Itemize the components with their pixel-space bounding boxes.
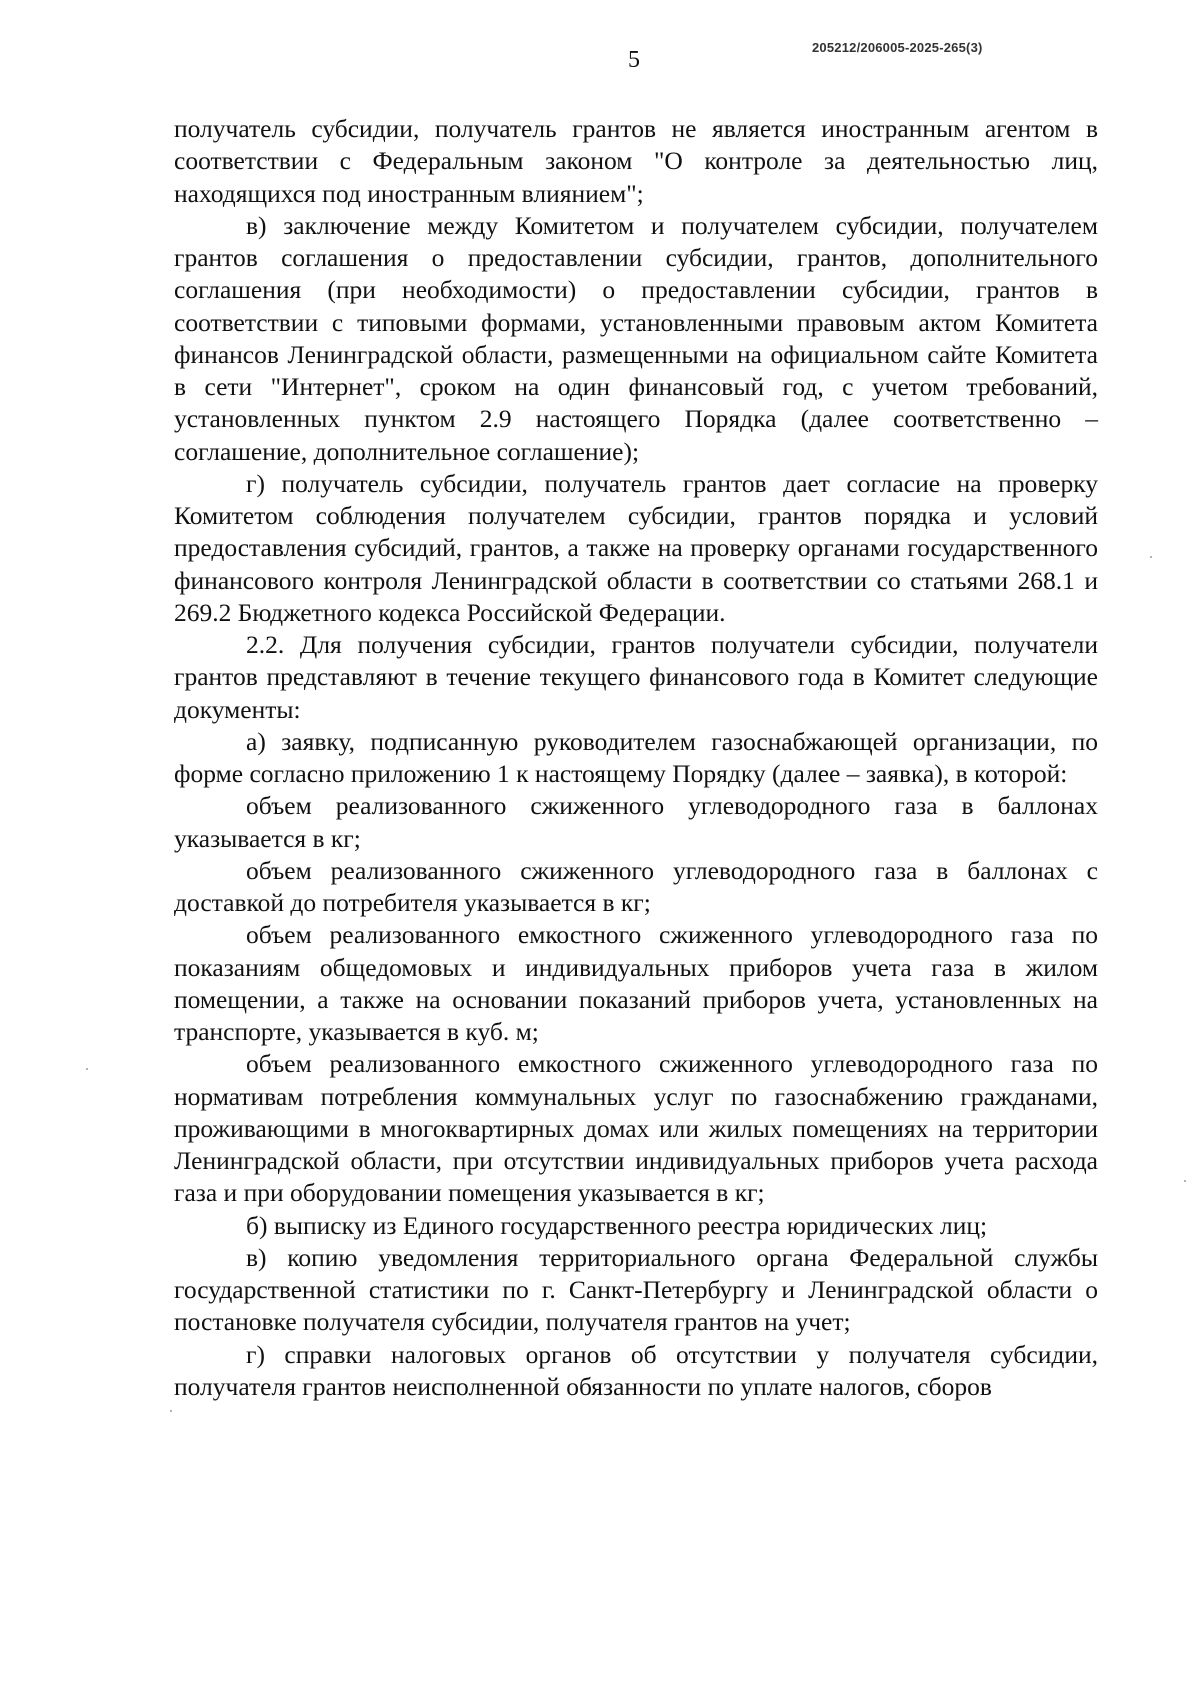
paragraph-section-2-2: 2.2. Для получения субсидии, грантов получатели субсидии, получатели грантов представляют в течение текущего финансового года в Комитет следующие документы: (174, 630, 1098, 724)
paragraph-item-g-consent: г) получатель субсидии, получатель грантов дает согласие на проверку Комитетом соблюдения получателем субсидии, грантов порядка и условий предоставления субсидий, грантов, а также на проверку органами государственного финансового контроля Ленинградской области в соответствии со статьями 268.1 и 269.2 Бюджетного кодекса Российской Федерации. (174, 468, 1098, 627)
paragraph-foreign-agent-condition: получатель субсидии, получатель грантов не является иностранным агентом в соответствии с Федеральным законом "О контроле за деятельностью лиц, находящихся под иностранным влиянием"; (174, 114, 1098, 208)
scan-speck (170, 1410, 172, 1412)
scan-speck (86, 1068, 88, 1070)
paragraph-item-b-extract: б) выписку из Единого государственного реестра юридических лиц; (246, 1210, 988, 1240)
paragraph-volume-tank-metered: объем реализованного емкостного сжиженного углеводородного газа по показаниям общедомовых и индивидуальных приборов учета газа в жилом помещении, а также на основании показаний приборов учета, установленных на транспорте, указывается в куб. м; (174, 920, 1098, 1046)
document-body (174, 113, 1098, 1403)
paragraph-volume-cylinders: объем реализованного сжиженного углеводородного газа в баллонах указывается в кг; (174, 791, 1098, 853)
paragraph-volume-cylinders-delivery: объем реализованного сжиженного углеводородного газа в баллонах с доставкой до потребителя указывается в кг; (174, 855, 1098, 917)
page-number: 5 (628, 47, 640, 73)
scan-speck (1150, 556, 1152, 558)
scan-speck (1184, 1180, 1186, 1182)
document-registration-code: 205212/206005-2025-265(3) (812, 40, 983, 55)
paragraph-item-v-agreement: в) заключение между Комитетом и получателем субсидии, получателем грантов соглашения о предоставлении субсидии, грантов, дополнительного соглашения (при необходимости) о предоставлении субсидии, грантов в соответствии с типовыми формами, установленными правовым актом Комитета финансов Ленинградской области, размещенными на официальном сайте Комитета в сети "Интернет", сроком на один финансовый год, с учетом требований, установленных пунктом 2.9 настоящего Порядка (далее соответственно – соглашение, дополнительное соглашение); (174, 210, 1098, 466)
paragraph-volume-tank-norms: объем реализованного емкостного сжиженного углеводородного газа по нормативам потребления коммунальных услуг по газоснабжению гражданами, проживающими в многоквартирных домах или жилых помещениях на территории Ленинградской области, при отсутствии индивидуальных приборов учета расхода газа и при оборудовании помещения указывается в кг; (174, 1049, 1098, 1208)
paragraph-item-v-notification: в) копию уведомления территориального органа Федеральной службы государственной статистики по г. Санкт-Петербургу и Ленинградской области о постановке получателя субсидии, получателя грантов на учет; (174, 1242, 1098, 1337)
paragraph-item-a-application: а) заявку, подписанную руководителем газоснабжающей организации, по форме согласно приложению 1 к настоящему Порядку (далее – заявка), в которой: (174, 726, 1098, 788)
paragraph-item-g-tax-certificates: г) справки налоговых органов об отсутствии у получателя субсидии, получателя грантов неисполненной обязанности по уплате налогов, сборов (174, 1339, 1098, 1401)
